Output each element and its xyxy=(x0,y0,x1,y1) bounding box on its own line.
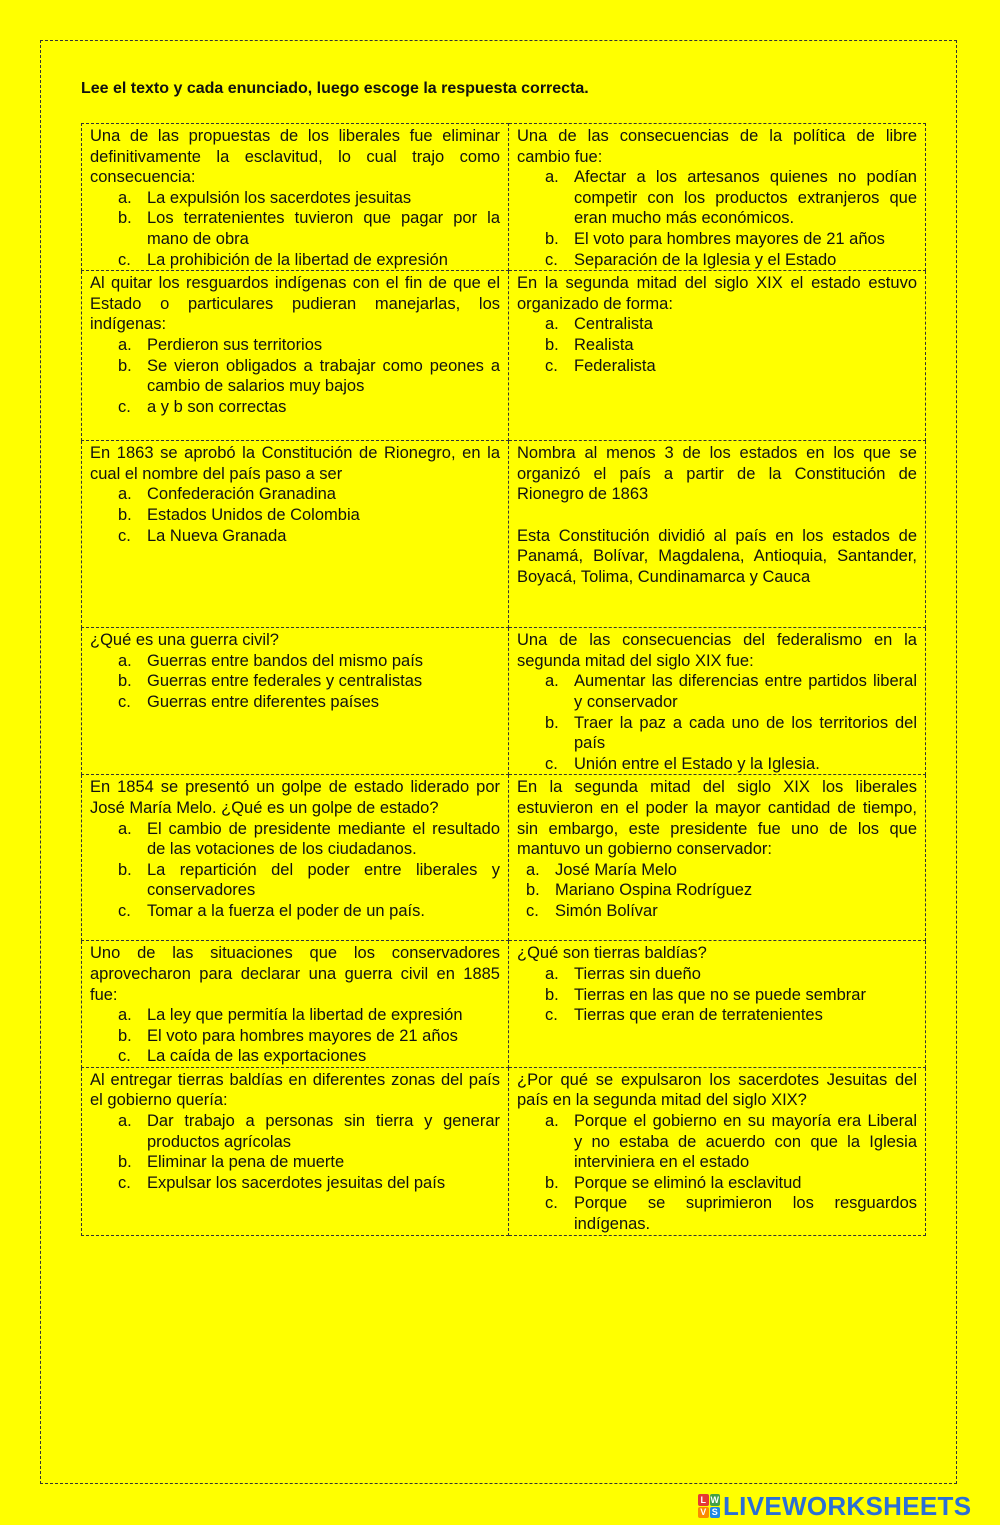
option-text: El voto para hombres mayores de 21 años xyxy=(574,229,885,248)
answer-option[interactable] xyxy=(545,314,917,335)
question-cell[interactable] xyxy=(509,628,926,775)
option-marker: b. xyxy=(118,356,132,375)
option-marker: a. xyxy=(118,1112,132,1131)
option-marker: b. xyxy=(118,1026,132,1045)
question-prompt: Uno de las situaciones que los conservadores aprovecharon para declarar una guerra civil en 1885 fue: xyxy=(90,944,500,1004)
answer-option[interactable] xyxy=(118,1173,500,1194)
option-marker: c. xyxy=(545,356,558,375)
option-marker: b. xyxy=(545,985,559,1004)
question-cell[interactable] xyxy=(82,1067,509,1235)
option-text: La prohibición de la libertad de expresión xyxy=(147,250,448,269)
question-cell[interactable] xyxy=(509,124,926,271)
option-marker: c. xyxy=(526,901,539,920)
option-marker: b. xyxy=(118,672,132,691)
question-cell[interactable] xyxy=(82,628,509,775)
logo-badge-letter: S xyxy=(710,1507,721,1519)
option-marker: a. xyxy=(545,964,559,983)
option-marker: a. xyxy=(118,485,132,504)
answer-option[interactable] xyxy=(526,880,917,901)
answer-option[interactable] xyxy=(118,1111,500,1152)
answer-option[interactable] xyxy=(526,901,917,922)
question-cell[interactable] xyxy=(509,1067,926,1235)
option-marker: c. xyxy=(545,1194,558,1213)
option-text: La ley que permitía la libertad de expresión xyxy=(147,1006,463,1025)
answer-option[interactable] xyxy=(118,1005,500,1026)
question-prompt: En la segunda mitad del siglo XIX el estado estuvo organizado de forma: xyxy=(517,274,917,313)
option-text: José María Melo xyxy=(555,860,677,879)
option-text: Tierras sin dueño xyxy=(574,964,701,983)
option-text: a y b son correctas xyxy=(147,397,287,416)
answer-option[interactable] xyxy=(118,1026,500,1047)
question-prompt: Al entregar tierras baldías en diferentes zonas del país el gobierno quería: xyxy=(90,1070,500,1110)
answer-option[interactable] xyxy=(545,1193,917,1234)
answer-option[interactable] xyxy=(118,860,500,901)
question-cell[interactable] xyxy=(509,775,926,941)
answer-option[interactable] xyxy=(118,1152,500,1173)
option-marker: a. xyxy=(545,315,559,334)
question-cell[interactable] xyxy=(82,441,509,628)
question-prompt: Una de las propuestas de los liberales fue eliminar definitivamente la esclavitud, lo cual trajo como consecuencia: xyxy=(90,127,500,187)
option-text: Expulsar los sacerdotes jesuitas del país xyxy=(147,1173,446,1192)
answer-options xyxy=(90,651,500,713)
answer-option[interactable] xyxy=(545,1111,917,1173)
logo-wordmark: LIVEWORKSHEETS xyxy=(723,1490,972,1521)
answer-option[interactable] xyxy=(118,356,500,397)
answer-option[interactable] xyxy=(118,505,500,526)
answer-option[interactable] xyxy=(118,526,500,547)
question-cell[interactable] xyxy=(82,775,509,941)
option-text: Estados Unidos de Colombia xyxy=(147,505,360,524)
answer-option[interactable] xyxy=(118,397,500,418)
answer-option[interactable] xyxy=(545,356,917,377)
option-marker: a. xyxy=(526,860,540,879)
question-prompt: ¿Por qué se expulsaron los sacerdotes Jesuitas del país en la segunda mitad del siglo XIX? xyxy=(517,1070,917,1110)
answer-options xyxy=(517,671,917,774)
question-cell[interactable] xyxy=(509,941,926,1068)
answer-option[interactable] xyxy=(545,1173,917,1194)
option-marker: c. xyxy=(545,1006,558,1025)
option-text: Mariano Ospina Rodríguez xyxy=(555,881,753,900)
answer-option[interactable] xyxy=(545,1005,917,1026)
option-text: Afectar a los artesanos quienes no podían competir con los productos extranjeros que eran mucho más económicos. xyxy=(574,168,917,228)
option-marker: b. xyxy=(545,713,559,732)
question-prompt: Una de las consecuencias del federalismo en la segunda mitad del siglo XIX fue: xyxy=(517,631,917,670)
answer-option[interactable] xyxy=(118,250,500,271)
option-text: Centralista xyxy=(574,315,653,334)
option-text: El cambio de presidente mediante el resultado de las votaciones de los ciudadanos. xyxy=(147,819,500,859)
answer-option[interactable] xyxy=(118,901,500,922)
option-text: Guerras entre federales y centralistas xyxy=(147,672,423,691)
question-cell[interactable] xyxy=(509,271,926,441)
answer-options xyxy=(90,1005,500,1067)
option-text: La caída de las exportaciones xyxy=(147,1047,367,1066)
answer-option[interactable] xyxy=(118,188,500,209)
option-text: Los terratenientes tuvieron que pagar por la mano de obra xyxy=(147,209,500,248)
option-marker: b. xyxy=(526,881,540,900)
option-marker: c. xyxy=(118,526,131,545)
question-prompt: Nombra al menos 3 de los estados en los que se organizó el país a partir de la Constitución de Rionegro de 1863 xyxy=(517,444,917,504)
liveworksheets-logo[interactable] xyxy=(698,1491,971,1521)
option-marker: c. xyxy=(118,901,131,920)
option-text: Simón Bolívar xyxy=(555,901,658,920)
question-prompt: En 1863 se aprobó la Constitución de Rionegro, en la cual el nombre del país paso a ser xyxy=(90,444,500,483)
option-text: El voto para hombres mayores de 21 años xyxy=(147,1026,458,1045)
option-marker: c. xyxy=(118,397,131,416)
option-marker: c. xyxy=(118,250,131,269)
question-prompt: Al quitar los resguardos indígenas con el fin de que el Estado o particulares pudieran manejarlas, los indígenas: xyxy=(90,274,500,334)
option-marker: b. xyxy=(545,335,559,354)
option-text: Porque se eliminó la esclavitud xyxy=(574,1173,802,1192)
answer-options xyxy=(517,167,917,270)
question-cell[interactable] xyxy=(82,271,509,441)
option-marker: b. xyxy=(118,1153,132,1172)
answer-options xyxy=(90,335,500,417)
option-marker: a. xyxy=(118,335,132,354)
answer-option[interactable] xyxy=(118,335,500,356)
option-text: Dar trabajo a personas sin tierra y generar productos agrícolas xyxy=(147,1112,500,1151)
answer-options xyxy=(90,1111,500,1193)
answer-options xyxy=(90,819,500,922)
question-cell[interactable] xyxy=(82,941,509,1068)
answer-options xyxy=(517,860,917,922)
question-cell[interactable] xyxy=(509,441,926,628)
answer-option[interactable] xyxy=(545,713,917,754)
option-marker: a. xyxy=(118,188,132,207)
option-text: Porque se suprimieron los resguardos indígenas. xyxy=(574,1194,917,1234)
option-marker: b. xyxy=(545,1173,559,1192)
option-text: Federalista xyxy=(574,356,656,375)
option-marker: a. xyxy=(545,672,559,691)
option-marker: b. xyxy=(118,209,132,228)
option-text: Tierras en las que no se puede sembrar xyxy=(574,985,866,1004)
option-marker: a. xyxy=(545,1112,559,1131)
logo-badge-letter: L xyxy=(698,1494,709,1506)
question-prompt: Una de las consecuencias de la política de libre cambio fue: xyxy=(517,127,917,166)
option-text: Confederación Granadina xyxy=(147,485,336,504)
question-prompt: En 1854 se presentó un golpe de estado liderado por José María Melo. ¿Qué es un golpe de estado? xyxy=(90,778,500,817)
option-text: La Nueva Granada xyxy=(147,526,287,545)
answer-option[interactable] xyxy=(545,250,917,271)
answer-options xyxy=(517,1111,917,1235)
answer-option[interactable] xyxy=(545,754,917,775)
option-text: Tierras que eran de terratenientes xyxy=(574,1006,823,1025)
option-text: Aumentar las diferencias entre partidos liberal y conservador xyxy=(574,672,917,711)
question-prompt: ¿Qué es una guerra civil? xyxy=(90,631,279,650)
option-marker: a. xyxy=(118,819,132,838)
answer-option[interactable] xyxy=(545,671,917,712)
question-prompt: En la segunda mitad del siglo XIX los liberales estuvieron en el poder la mayor cantidad de tiempo, sin embargo, este presidente fue uno de los que mantuvo un gobierno conservador: xyxy=(517,778,917,859)
option-text: La expulsión los sacerdotes jesuitas xyxy=(147,188,412,207)
option-text: Unión entre el Estado y la Iglesia. xyxy=(574,754,820,773)
option-text: Eliminar la pena de muerte xyxy=(147,1153,345,1172)
answer-option[interactable] xyxy=(545,229,917,250)
answer-option[interactable] xyxy=(545,964,917,985)
option-text: Separación de la Iglesia y el Estado xyxy=(574,250,837,269)
answer-options xyxy=(517,964,917,1026)
answer-option[interactable] xyxy=(118,1046,500,1067)
logo-badge-icon xyxy=(698,1494,720,1518)
option-marker: a. xyxy=(545,168,559,187)
instruction-heading: Lee el texto y cada enunciado, luego escoge la respuesta correcta. xyxy=(81,80,589,97)
logo-badge-letter: W xyxy=(710,1494,719,1505)
answer-option[interactable] xyxy=(118,208,500,249)
answer-options xyxy=(90,484,500,546)
option-marker: b. xyxy=(545,229,559,248)
logo-badge-letter: V xyxy=(698,1507,709,1519)
option-text: Porque el gobierno en su mayoría era Liberal y no estaba de acuerdo con que la Iglesia interviniera en el estado xyxy=(574,1112,917,1172)
option-marker: b. xyxy=(118,505,132,524)
option-marker: c. xyxy=(545,250,558,269)
answer-option[interactable] xyxy=(545,167,917,229)
question-prompt: ¿Qué son tierras baldías? xyxy=(517,944,707,963)
option-text: Traer la paz a cada uno de los territorios del país xyxy=(574,713,917,753)
answer-option[interactable] xyxy=(118,651,500,672)
answer-option[interactable] xyxy=(545,335,917,356)
option-marker: c. xyxy=(118,1173,131,1192)
questions-table xyxy=(81,123,926,1236)
answer-option[interactable] xyxy=(118,484,500,505)
answer-options xyxy=(517,314,917,376)
option-text: Tomar a la fuerza el poder de un país. xyxy=(147,901,425,920)
option-text: Realista xyxy=(574,335,634,354)
option-marker: a. xyxy=(118,651,132,670)
answer-option[interactable] xyxy=(526,860,917,881)
answer-text[interactable]: Esta Constitución dividió al país en los estados de Panamá, Bolívar, Magdalena, Antioquia, Santander, Boyacá, Tolima, Cundinamarca y Cauca xyxy=(517,526,917,586)
option-marker: c. xyxy=(118,1047,131,1066)
option-marker: c. xyxy=(118,692,131,711)
question-cell[interactable] xyxy=(82,124,509,271)
answer-options xyxy=(90,188,500,270)
option-marker: c. xyxy=(545,754,558,773)
answer-option[interactable] xyxy=(118,671,500,692)
answer-option[interactable] xyxy=(118,819,500,860)
option-text: La repartición del poder entre liberales y conservadores xyxy=(147,860,500,900)
answer-option[interactable] xyxy=(545,985,917,1006)
option-marker: b. xyxy=(118,860,132,879)
option-marker: a. xyxy=(118,1006,132,1025)
option-text: Guerras entre bandos del mismo país xyxy=(147,651,424,670)
answer-option[interactable] xyxy=(118,692,500,713)
option-text: Perdieron sus territorios xyxy=(147,335,323,354)
option-text: Guerras entre diferentes países xyxy=(147,692,380,711)
option-text: Se vieron obligados a trabajar como peones a cambio de salarios muy bajos xyxy=(147,356,500,396)
